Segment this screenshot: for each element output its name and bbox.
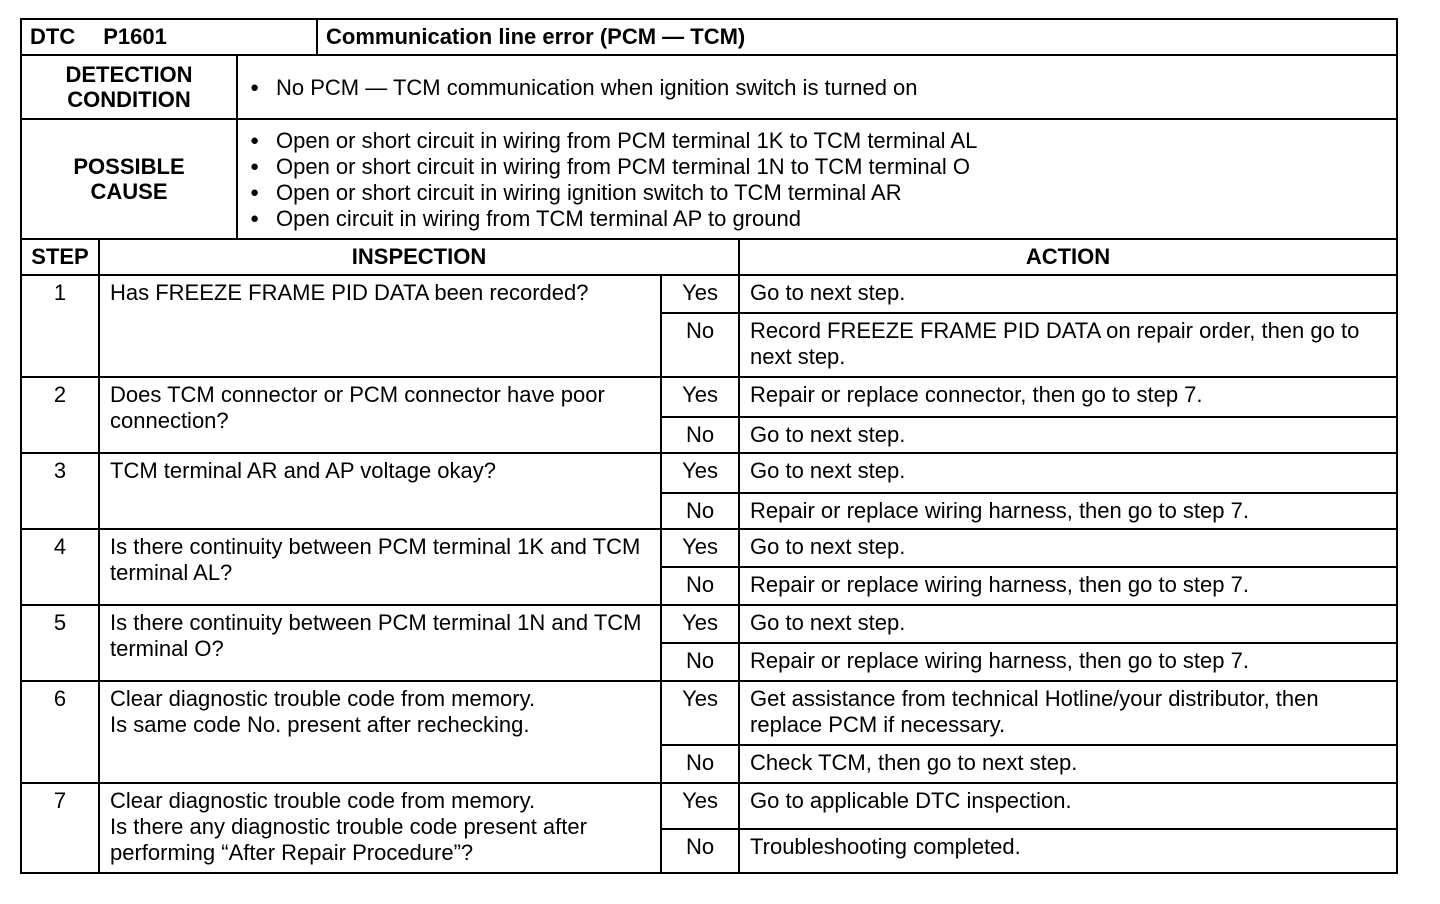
no-label: No	[661, 829, 739, 873]
no-action: Record FREEZE FRAME PID DATA on repair order, then go to next step.	[739, 313, 1397, 377]
table-row	[21, 529, 1397, 567]
no-label: No	[661, 745, 739, 783]
no-label: No	[661, 313, 739, 377]
dtc-procedure-sheet	[20, 18, 1396, 874]
step-inspection: Clear diagnostic trouble code from memory. Is there any diagnostic trouble code present after performing “After Repair Procedure”?	[99, 783, 661, 873]
detection-text: ● No PCM — TCM communication when ignition switch is turned on	[246, 75, 1388, 101]
dtc-label: DTC	[30, 24, 76, 49]
yes-label: Yes	[661, 605, 739, 643]
step-number: 3	[21, 453, 99, 529]
step-header: STEP	[21, 239, 99, 275]
yes-label: Yes	[661, 275, 739, 313]
table-row	[21, 783, 1397, 829]
step-inspection: Is there continuity between PCM terminal 1K and TCM terminal AL?	[99, 529, 661, 605]
step-inspection: Is there continuity between PCM terminal 1N and TCM terminal O?	[99, 605, 661, 681]
table-row	[21, 605, 1397, 643]
no-action: Troubleshooting completed.	[739, 829, 1397, 873]
step-inspection: TCM terminal AR and AP voltage okay?	[99, 453, 661, 529]
yes-action: Go to next step.	[739, 605, 1397, 643]
no-action: Check TCM, then go to next step.	[739, 745, 1397, 783]
table-row	[21, 275, 1397, 313]
yes-label: Yes	[661, 529, 739, 567]
yes-action: Go to applicable DTC inspection.	[739, 783, 1397, 829]
table-row	[21, 377, 1397, 417]
yes-action: Get assistance from technical Hotline/your distributor, then replace PCM if necessary.	[739, 681, 1397, 745]
table-row	[21, 453, 1397, 493]
yes-label: Yes	[661, 783, 739, 829]
yes-action: Repair or replace connector, then go to step 7.	[739, 377, 1397, 417]
step-inspection: Has FREEZE FRAME PID DATA been recorded?	[99, 275, 661, 377]
possible-cause-row	[21, 119, 1397, 239]
possible-cause-label: POSSIBLE CAUSE	[21, 119, 237, 239]
no-label: No	[661, 643, 739, 681]
dtc-header-row	[21, 19, 1397, 55]
step-inspection: Clear diagnostic trouble code from memory. Is same code No. present after rechecking.	[99, 681, 661, 783]
dtc-title: Communication line error (PCM — TCM)	[317, 19, 1397, 55]
step-number: 6	[21, 681, 99, 783]
column-header-row	[21, 239, 1397, 275]
action-header: ACTION	[739, 239, 1397, 275]
no-action: Repair or replace wiring harness, then go to step 7.	[739, 567, 1397, 605]
yes-label: Yes	[661, 377, 739, 417]
detection-label: DETECTION CONDITION	[21, 55, 237, 119]
no-action: Go to next step.	[739, 417, 1397, 453]
possible-cause-list	[246, 126, 1388, 232]
step-number: 4	[21, 529, 99, 605]
step-number: 1	[21, 275, 99, 377]
dtc-table	[20, 18, 1398, 874]
yes-action: Go to next step.	[739, 529, 1397, 567]
inspection-header: INSPECTION	[99, 239, 739, 275]
list-item: ● Open or short circuit in wiring from PCM terminal 1K to TCM terminal AL	[246, 128, 1388, 154]
yes-action: Go to next step.	[739, 275, 1397, 313]
no-action: Repair or replace wiring harness, then go to step 7.	[739, 643, 1397, 681]
step-number: 5	[21, 605, 99, 681]
list-item: ● Open circuit in wiring from TCM terminal AP to ground	[246, 206, 1388, 232]
yes-action: Go to next step.	[739, 453, 1397, 493]
step-number: 7	[21, 783, 99, 873]
dtc-code: P1601	[103, 24, 167, 49]
step-number: 2	[21, 377, 99, 453]
yes-label: Yes	[661, 681, 739, 745]
dtc-code-cell	[21, 19, 317, 55]
no-label: No	[661, 493, 739, 529]
yes-label: Yes	[661, 453, 739, 493]
list-item: ● Open or short circuit in wiring ignition switch to TCM terminal AR	[246, 180, 1388, 206]
no-label: No	[661, 417, 739, 453]
step-inspection: Does TCM connector or PCM connector have poor connection?	[99, 377, 661, 453]
possible-cause-list-cell	[237, 119, 1397, 239]
table-row	[21, 681, 1397, 745]
no-action: Repair or replace wiring harness, then go to step 7.	[739, 493, 1397, 529]
list-item: ● Open or short circuit in wiring from PCM terminal 1N to TCM terminal O	[246, 154, 1388, 180]
no-label: No	[661, 567, 739, 605]
detection-text-cell	[237, 55, 1397, 119]
detection-row	[21, 55, 1397, 119]
